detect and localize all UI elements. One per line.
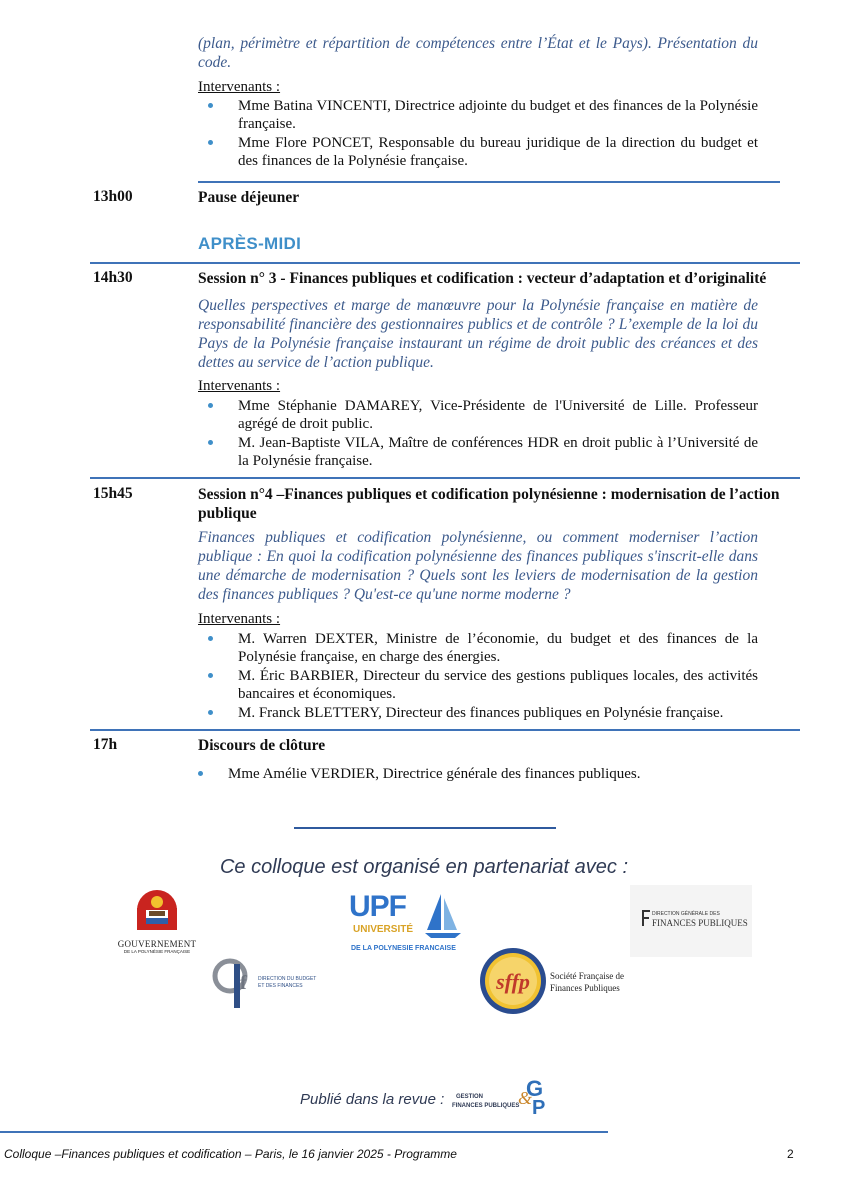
closing-title: Discours de clôture — [198, 737, 326, 754]
dbf-line1: DIRECTION DU BUDGET — [258, 976, 317, 982]
sailboat-icon — [423, 892, 463, 940]
dgfip-line2: FINANCES PUBLIQUES — [652, 918, 748, 928]
speaker-item: M. Warren DEXTER, Ministre de l’économie, du budget et des finances de la Polynésie française, en charge des énergies. — [198, 630, 758, 666]
dgfip-logo — [630, 885, 752, 957]
sffp-emblem-icon — [478, 945, 548, 1017]
session-description: (plan, périmètre et répartition de compétences entre l’État et le Pays). Présentation du code. — [198, 35, 758, 71]
section-divider — [90, 477, 800, 479]
partners-divider — [294, 827, 556, 829]
intervenants-label: Intervenants : — [198, 79, 281, 95]
dgfip-mark-icon — [640, 909, 652, 927]
speaker-list — [198, 630, 758, 723]
speaker-list — [198, 397, 758, 471]
speaker-list — [188, 765, 748, 784]
gouvernement-logo — [112, 888, 202, 958]
dbf-emblem-icon — [212, 954, 256, 1010]
afternoon-heading: APRÈS-MIDI — [198, 234, 302, 253]
intervenants-label: Intervenants : — [198, 611, 281, 627]
sffp-line2: Finances Publiques — [550, 983, 620, 993]
session-4-description: Finances publiques et codification polynésienne, ou comment moderniser l’action publique : En quoi la codification polynésienne des finances publiques s'inscrit-elle dans une démarche de modernisation ? Quels sont les leviers de modernisation de la gestion des finances publiques ? Qu'est-ce qu'une norme moderne ? — [198, 529, 758, 603]
gfp-line1: GESTION — [456, 1094, 484, 1100]
session-4-title: Session n°4 –Finances publiques et codification polynésienne : modernisation de l’action publique — [198, 486, 780, 522]
section-divider — [90, 262, 800, 264]
intervenants-label: Intervenants : — [198, 378, 281, 394]
gfp-line2: FINANCES PUBLIQUES — [452, 1103, 520, 1109]
footer-text: Colloque –Finances publiques et codification – Paris, le 16 janvier 2025 - Programme — [4, 1147, 457, 1161]
svg-text:G: G — [526, 1076, 544, 1101]
time-session-3: 14h30 — [93, 269, 133, 286]
svg-text:P: P — [532, 1097, 546, 1116]
gfp-mark-icon — [516, 1074, 556, 1116]
footer-divider — [0, 1131, 608, 1133]
upf-mark: UPF — [349, 890, 406, 923]
dbf-logo — [212, 950, 332, 1014]
speaker-item: M. Franck BLETTERY, Directeur des finances publiques en Polynésie française. — [198, 704, 758, 722]
gouvernement-line2: DE LA POLYNÉSIE FRANÇAISE — [123, 949, 191, 954]
speaker-item: Mme Flore PONCET, Responsable du bureau juridique de la direction du budget et des finances de la Polynésie française. — [198, 134, 758, 170]
dbf-line2: ET DES FINANCES — [258, 983, 303, 989]
svg-text:f: f — [240, 972, 247, 994]
speaker-item: Mme Stéphanie DAMAREY, Vice-Présidente de l'Université de Lille. Professeur agrégé de droit public. — [198, 397, 758, 433]
dgfip-line1: DIRECTION GÉNÉRALE DES — [652, 911, 720, 917]
upf-line1: UNIVERSITÉ — [353, 924, 414, 935]
section-divider — [198, 181, 780, 183]
session-3-description: Quelles perspectives et marge de manœuvre pour la Polynésie française en matière de responsabilité financière des gestionnaires publics et de contrôle ? L’exemple de la loi du Pays de la Polynésie française instaurant un régime de droit public des créances et des dettes au service de l’action publique. — [198, 297, 758, 371]
speaker-item: M. Jean-Baptiste VILA, Maître de conférences HDR en droit public à l’Université de la Polynésie française. — [198, 434, 758, 470]
time-closing: 17h — [93, 736, 118, 753]
speaker-list — [198, 97, 758, 171]
lunch-title: Pause déjeuner — [198, 189, 300, 206]
page-number: 2 — [787, 1147, 794, 1161]
time-session-4: 15h45 — [93, 485, 133, 502]
gfp-logo — [452, 1074, 562, 1118]
upf-logo — [345, 890, 470, 956]
time-lunch: 13h00 — [93, 188, 133, 205]
published-label: Publié dans la revue : — [300, 1091, 445, 1108]
svg-text:&: & — [518, 1088, 533, 1108]
sffp-logo — [478, 945, 623, 1017]
speaker-item: Mme Amélie VERDIER, Directrice générale des finances publiques. — [188, 765, 748, 783]
speaker-item: Mme Batina VINCENTI, Directrice adjointe du budget et des finances de la Polynésie française. — [198, 97, 758, 133]
partners-heading: Ce colloque est organisé en partenariat avec : — [219, 856, 629, 878]
session-3-title: Session n° 3 - Finances publiques et codification : vecteur d’adaptation et d’originalité — [198, 270, 767, 287]
sffp-line1: Société Française de — [550, 971, 624, 981]
section-divider — [90, 729, 800, 731]
gouvernement-line1: GOUVERNEMENT — [117, 939, 197, 949]
upf-line2: DE LA POLYNESIE FRANCAISE — [351, 945, 456, 952]
gouvernement-emblem-icon — [112, 888, 202, 934]
svg-text:sffp: sffp — [496, 969, 530, 994]
speaker-item: M. Éric BARBIER, Directeur du service des gestions publiques locales, des activités bancaires et économiques. — [198, 667, 758, 703]
